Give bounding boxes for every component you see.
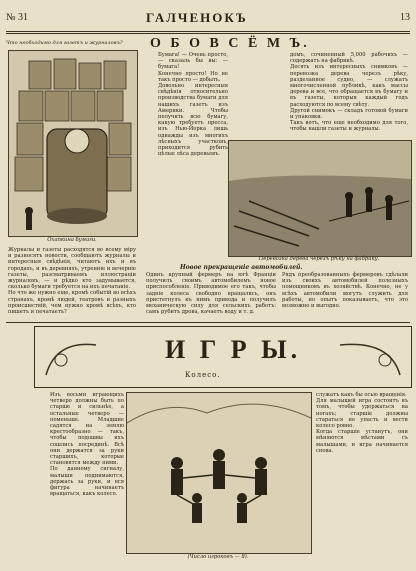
mid-paragraph-3: Довольно интересныя свѣдѣнія относительно производства бумаги для нашихъ газетъ изъ Америки. Чтобы получить всю бумагу, какую требуетъ пресса, изъ Нью-Йорка лишь однажды изъ многихъ лѣсныхъ участковъ, приходится рубить цѣлые лѣса деревьевъ.	[158, 83, 228, 158]
figure-paper-bales	[8, 50, 138, 237]
left-ornament	[41, 335, 101, 381]
right-paragraph-4: Такъ вотъ, что еще необходимо для того, чтобы нашли газеты и журналы.	[290, 120, 408, 133]
left-paragraph-2: Но что же нужно еще, кромѣ событій во всѣхъ странахъ, кромѣ людей, театровъ и разныхъ происшествій, чем нужно кромѣ всѣхъ, кто пишетъ и печатаетъ?	[8, 290, 136, 316]
games-left-paragraph-1: Изъ восьми играющихъ четверо должны быть по старше и сильнѣе, а остальные четверо — поменьше. Младшие садятся на землю крестообразно — такъ, чтобы подошвы ихъ сошлись посрединѣ. Всѣ они держатся за руки старшихъ, которые становятся между ними.	[50, 392, 124, 467]
fig2-caption: Перевозка дерева черезъ рѣку на фабрику.	[258, 256, 380, 262]
auto-article-title: Новое прекращеніе автомобилей.	[180, 264, 303, 271]
mid-paragraph-1: Бумага! — Очень просто, — сказаль бы вы: — бумага!	[158, 52, 228, 71]
figure-children-wheel	[126, 392, 312, 554]
header-rule-2	[6, 33, 410, 34]
right-paragraph-3: Другой снимокъ — складъ готовой бумаги и упаковки.	[290, 107, 408, 121]
games-right-column	[316, 392, 408, 454]
left-paragraph-1: Журналы и газеты расходятся во всему міру и разносятъ новости, сообщаютъ журналы и интересныя свѣдѣнія, читаютъ ихъ и въ городахъ, и въ деревняхъ, утренніе и вечерніе газеты, разсматриваемъ иллюстраціи журналовъ, — и рѣдко кто задумывается, сколько бумаги требуется на ихъ печатаніе.	[8, 247, 136, 291]
children-wheel-illustration	[127, 393, 311, 553]
games-title: И Г Р Ы.	[165, 335, 302, 364]
mid-paragraph-2: Конечно просто! Но не такъ просто — добыть.	[158, 70, 228, 83]
right-column	[290, 52, 408, 133]
journal-title: ГАЛЧЕНОКЪ	[146, 10, 248, 25]
middle-column	[158, 52, 228, 157]
river-logs-illustration	[229, 141, 411, 256]
right-paragraph-2: Десять изъ интересныхъ снимковъ — перевозка дерева черезъ рѣку, разделанное судно, — служатъ многочисленной публикѣ, какъ массы дерева и все, что обращается въ бумагу и въ газеты, которыя каждый годъ расходуются по всему свѣту.	[290, 64, 408, 108]
games-left-paragraph-2: По данному сигналу, малыши поднимаются, держась за руки, и вся фигура начинаетъ вращаться, какъ колесо.	[50, 466, 124, 498]
right-paragraph-1: домъ, сочиненный 5,000 рабочихъ — содержатъ на фабрикѣ.	[290, 52, 408, 65]
page-header	[6, 10, 410, 30]
section-divider	[6, 322, 410, 323]
fig1-caption: Охапкина бумаги.	[47, 237, 97, 243]
games-right-paragraph-1: служатъ какъ бы осью вращенія.	[316, 392, 407, 398]
games-left-column	[50, 392, 124, 497]
auto-article-left: Одинъ крупный фермеръ на югѣ Франціи получилъ своимъ автомобилемъ новое приспособленіе. Приводимое его такъ, чтобы задніе колеса свободно вращались, онъ пристегнулъ къ нимъ привода и получилъ механическую силу для сельскихъ работъ: самъ рубитъ дрова, качаетъ воду и т. д.	[146, 272, 276, 316]
figure-river-logs	[228, 140, 412, 257]
right-ornament	[335, 335, 405, 381]
left-column	[8, 247, 136, 315]
auto-article-right: Рядъ преобразованныхъ фермеровъ сдѣлали изъ своихъ автомобилей полезныхъ помощниковъ въ хозяйствѣ. Конечно, не у всѣхъ автомобили могутъ служить для работы, но опытъ показываетъ, что это возможно и выгодно.	[282, 272, 408, 310]
games-banner	[34, 326, 412, 388]
question-text: Что необходимо для газетъ и журналовъ?	[6, 40, 123, 46]
fig3-caption: (Число игроковъ — 8).	[187, 554, 249, 560]
games-subtitle: Колесо.	[185, 371, 221, 379]
issue-number: № 31	[6, 12, 29, 23]
games-right-paragraph-2: Для малышей игра состоитъ въ томъ, чтобы удержаться на ногахъ; старшіе должны стараться не упасть и вести колесо ровно.	[316, 398, 408, 430]
page-number: 13	[400, 12, 410, 23]
header-rule	[6, 31, 410, 32]
paper-bales-illustration	[9, 51, 137, 236]
games-right-paragraph-3: Когда старшіе устанутъ, они мѣняются мѣстами съ малышами, и игра начинается снова.	[316, 429, 408, 454]
section-title: О Б О В С Ё М Ъ.	[150, 36, 310, 51]
